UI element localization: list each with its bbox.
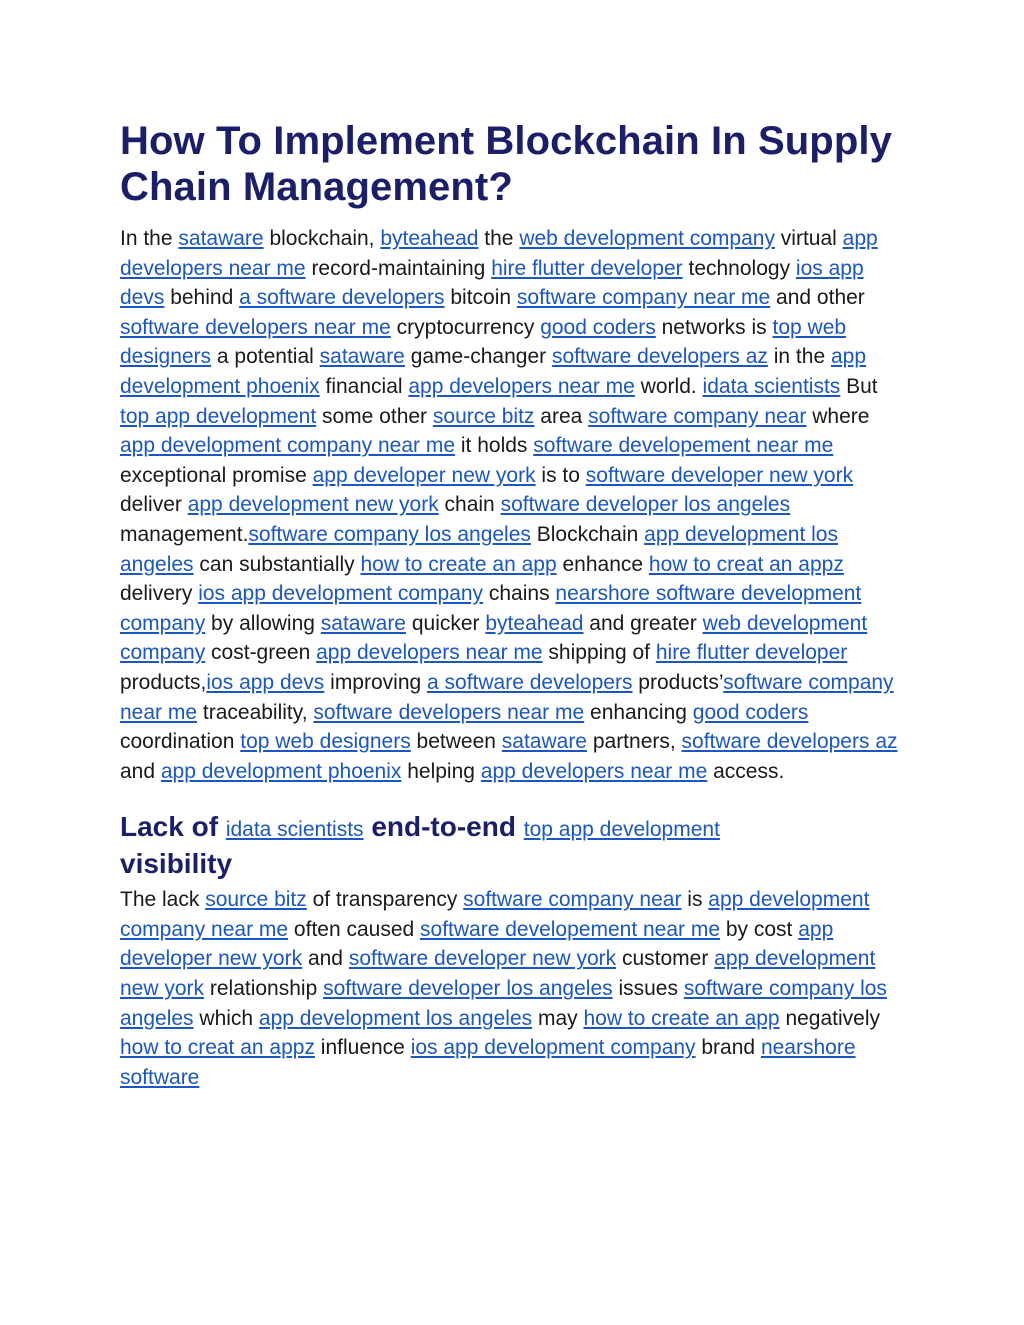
- link-how-to-create-an-app[interactable]: how to create an app: [583, 1006, 780, 1030]
- text-run: enhance: [556, 552, 649, 576]
- text-run: customer: [616, 947, 715, 971]
- text-run: world.: [634, 374, 703, 398]
- text-run: management.: [120, 522, 249, 546]
- link-a-software-developers[interactable]: a software developers: [427, 670, 633, 694]
- text-run: The lack: [120, 888, 206, 912]
- link-top-app-development[interactable]: top app development: [120, 404, 317, 428]
- link-software-company-los-angeles[interactable]: software company los angeles: [120, 977, 887, 1030]
- link-app-development-los-angeles[interactable]: app development los angeles: [120, 522, 838, 576]
- text-run: In the: [120, 227, 179, 250]
- section-heading: [120, 810, 906, 881]
- body-paragraph: [120, 885, 906, 1092]
- link-app-developers-near-me[interactable]: app developers near me: [120, 227, 878, 280]
- link-software-developers-near-me[interactable]: software developers near me: [313, 700, 585, 724]
- link-app-development-phoenix[interactable]: app development phoenix: [120, 345, 867, 398]
- text-run: networks is: [655, 315, 773, 339]
- text-run: which: [193, 1006, 259, 1030]
- text-run: is: [681, 888, 709, 912]
- text-run: enhancing: [584, 700, 693, 724]
- link-sataware[interactable]: sataware: [178, 227, 264, 250]
- text-run: traceability,: [197, 700, 314, 724]
- text-run: quicker: [406, 611, 486, 635]
- link-good-coders[interactable]: good coders: [692, 700, 809, 724]
- text-run: and: [302, 947, 349, 971]
- text-run: But: [840, 374, 878, 398]
- text-run: chain: [438, 493, 501, 517]
- heading-link-top-app-development[interactable]: top app development: [523, 818, 720, 842]
- link-app-development-phoenix[interactable]: app development phoenix: [160, 759, 402, 783]
- link-hire-flutter-developer[interactable]: hire flutter developer: [655, 641, 848, 665]
- text-run: influence: [314, 1036, 411, 1060]
- text-run: the: [478, 227, 520, 250]
- text-run: a potential: [211, 345, 320, 369]
- link-software-developement-near-me[interactable]: software developement near me: [533, 434, 834, 458]
- document-page: [120, 118, 906, 1092]
- link-ios-app-development-company[interactable]: ios app development company: [198, 582, 484, 606]
- link-top-web-designers[interactable]: top web designers: [240, 730, 411, 754]
- text-run: behind: [164, 286, 240, 310]
- link-ios-app-development-company[interactable]: ios app development company: [410, 1036, 696, 1060]
- text-run: in the: [767, 345, 831, 369]
- intro-paragraph: [120, 224, 906, 786]
- link-web-development-company[interactable]: web development company: [120, 611, 868, 665]
- link-good-coders[interactable]: good coders: [540, 315, 656, 339]
- text-run: products,: [120, 670, 207, 694]
- text-run: virtual: [774, 227, 843, 250]
- link-software-company-near[interactable]: software company near: [588, 404, 807, 428]
- text-run: relationship: [204, 977, 324, 1001]
- page-title: How To Implement Blockchain In Supply Chain Management?: [120, 119, 892, 209]
- link-how-to-create-an-app[interactable]: how to create an app: [360, 552, 557, 576]
- heading-text-end-to-end: end-to-end: [371, 811, 516, 843]
- link-software-company-near[interactable]: software company near: [463, 888, 682, 912]
- link-idata-scientists[interactable]: idata scientists: [702, 374, 841, 398]
- text-run: coordination: [120, 730, 241, 754]
- text-run: by cost: [720, 917, 799, 941]
- text-run: can substantially: [193, 552, 361, 576]
- link-hire-flutter-developer[interactable]: hire flutter developer: [491, 256, 683, 280]
- link-software-developer-new-york[interactable]: software developer new york: [585, 463, 854, 487]
- text-run: cost-green: [205, 641, 317, 665]
- text-run: financial: [319, 374, 409, 398]
- text-run: of transparency: [306, 888, 464, 912]
- text-run: negatively: [779, 1006, 881, 1030]
- link-app-developer-new-york[interactable]: app developer new york: [312, 463, 536, 487]
- link-software-developer-new-york[interactable]: software developer new york: [348, 947, 617, 971]
- link-app-development-company-near-me[interactable]: app development company near me: [120, 434, 456, 458]
- text-run: technology: [682, 256, 796, 280]
- link-software-company-near-me[interactable]: software company near me: [120, 670, 894, 724]
- link-source-bitz[interactable]: source bitz: [432, 404, 535, 428]
- link-app-development-new-york[interactable]: app development new york: [187, 493, 439, 517]
- link-a-software-developers[interactable]: a software developers: [239, 286, 445, 310]
- link-ios-app-devs[interactable]: ios app devs: [206, 670, 325, 694]
- link-app-developers-near-me[interactable]: app developers near me: [480, 759, 708, 783]
- text-run: bitcoin: [444, 286, 517, 310]
- text-run: and: [120, 759, 161, 783]
- text-run: access.: [707, 759, 785, 783]
- link-software-developer-los-angeles[interactable]: software developer los angeles: [500, 493, 791, 517]
- text-run: Blockchain: [530, 522, 645, 546]
- link-app-development-new-york[interactable]: app development new york: [120, 947, 876, 1001]
- text-run: and greater: [583, 611, 703, 635]
- link-software-company-near-me[interactable]: software company near me: [516, 286, 771, 310]
- link-app-developers-near-me[interactable]: app developers near me: [316, 641, 543, 665]
- link-software-company-los-angeles[interactable]: software company los angeles: [248, 522, 531, 546]
- text-run: partners,: [587, 730, 682, 754]
- link-source-bitz[interactable]: source bitz: [205, 888, 307, 912]
- heading-text-lack-of: Lack of: [120, 811, 219, 843]
- link-byteahead[interactable]: byteahead: [485, 611, 584, 635]
- text-run: and other: [770, 286, 865, 310]
- text-run: is to: [535, 463, 586, 487]
- link-nearshore-software-development-company[interactable]: nearshore software development company: [120, 582, 862, 635]
- text-run: delivery: [120, 582, 199, 606]
- text-run: cryptocurrency: [390, 315, 541, 339]
- link-app-developer-new-york[interactable]: app developer new york: [120, 917, 834, 971]
- text-run: deliver: [120, 493, 188, 517]
- text-run: brand: [695, 1036, 761, 1060]
- link-sataware[interactable]: sataware: [501, 730, 587, 754]
- text-run: area: [534, 404, 589, 428]
- link-top-web-designers[interactable]: top web designers: [120, 315, 847, 369]
- link-app-development-company-near-me[interactable]: app development company near me: [120, 888, 870, 941]
- text-run: chains: [483, 582, 556, 606]
- link-software-developer-los-angeles[interactable]: software developer los angeles: [323, 977, 613, 1001]
- text-run: game-changer: [404, 345, 552, 369]
- heading-link-idata-scientists[interactable]: idata scientists: [225, 818, 364, 842]
- link-byteahead[interactable]: byteahead: [380, 227, 479, 250]
- text-run: improving: [324, 670, 428, 694]
- text-run: may: [532, 1006, 584, 1030]
- link-app-development-los-angeles[interactable]: app development los angeles: [258, 1006, 533, 1030]
- link-software-developers-az[interactable]: software developers az: [551, 345, 768, 369]
- text-run: by allowing: [205, 611, 321, 635]
- text-run: blockchain,: [263, 227, 381, 250]
- link-nearshore-software[interactable]: nearshore software: [120, 1036, 856, 1089]
- link-software-developement-near-me[interactable]: software developement near me: [420, 917, 721, 941]
- text-run: issues: [612, 977, 684, 1001]
- text-run: often caused: [288, 917, 421, 941]
- link-ios-app-devs[interactable]: ios app devs: [120, 256, 864, 310]
- link-sataware[interactable]: sataware: [319, 345, 405, 369]
- link-how-to-creat-an-appz[interactable]: how to creat an appz: [120, 1036, 315, 1060]
- text-run: where: [806, 404, 870, 428]
- link-how-to-creat-an-appz[interactable]: how to creat an appz: [648, 552, 844, 576]
- text-run: products’: [632, 670, 724, 694]
- link-app-developers-near-me[interactable]: app developers near me: [408, 374, 635, 398]
- heading-text-visibility: visibility: [120, 848, 233, 880]
- text-run: shipping of: [542, 641, 656, 665]
- text-run: helping: [401, 759, 481, 783]
- link-sataware[interactable]: sataware: [320, 611, 406, 635]
- link-software-developers-az[interactable]: software developers az: [681, 730, 898, 754]
- text-run: some other: [316, 404, 433, 428]
- text-run: record-maintaining: [305, 256, 492, 280]
- link-web-development-company[interactable]: web development company: [519, 227, 775, 250]
- text-run: between: [410, 730, 502, 754]
- text-run: exceptional promise: [120, 463, 313, 487]
- text-run: it holds: [455, 434, 534, 458]
- link-software-developers-near-me[interactable]: software developers near me: [120, 315, 391, 339]
